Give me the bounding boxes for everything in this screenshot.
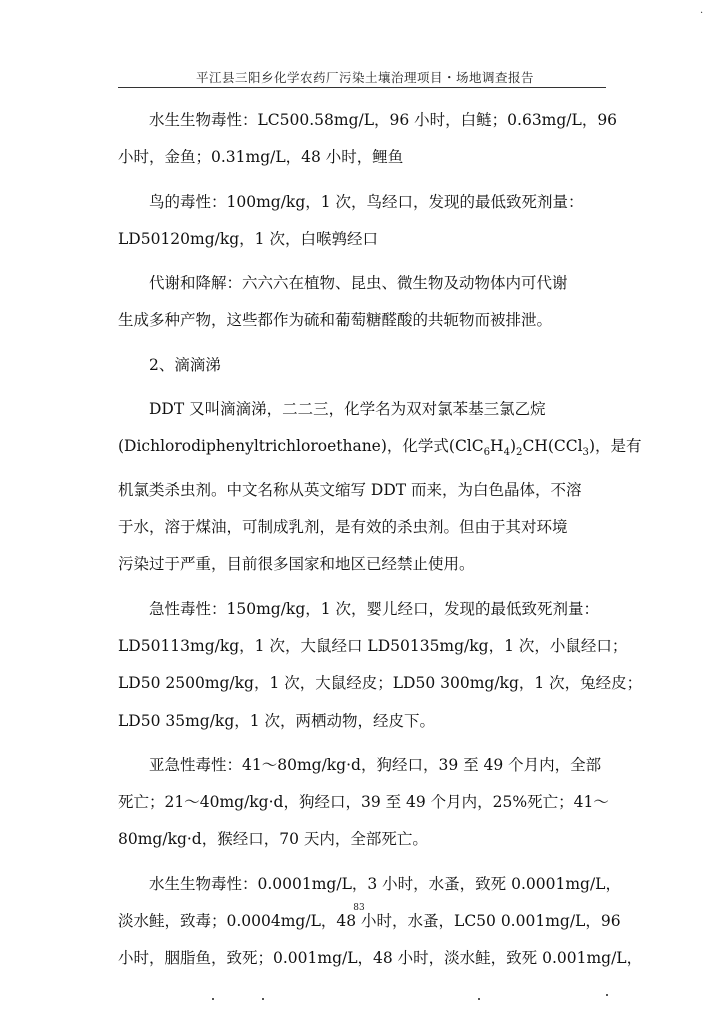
scan-speck — [262, 998, 264, 1000]
text-line: 机氯类杀虫剂。中文名称从英文缩写 DDT 而来，为白色晶体，不溶 — [118, 480, 582, 499]
section-heading-ddt — [118, 347, 604, 384]
formula-text: H — [490, 437, 504, 456]
header-rule — [118, 87, 606, 88]
text-line: LD50120mg/kg，1 次，白喉鹑经口 — [118, 229, 378, 248]
formula-text: ) — [509, 437, 517, 456]
text-line: 水生生物毒性：0.0001mg/L，3 小时，水蚤，致死 0.0001mg/L， — [149, 874, 621, 893]
formula-subscript: 3 — [582, 447, 589, 459]
text-line: 淡水鲑，致毒；0.0004mg/L，48 小时，水蚤，LC50 0.001mg/L，96 — [118, 912, 621, 931]
text-line: LD50 35mg/kg，1 次，两栖动物，经皮下。 — [118, 711, 436, 730]
formula-subscript: 6 — [483, 447, 491, 459]
page-header: 平江县三阳乡化学农药厂污染土壤治理项目・场地调查报告 — [195, 70, 534, 85]
text-line: 2、滴滴涕 — [149, 355, 221, 374]
scan-speck — [478, 998, 480, 1000]
text-line: 于水，溶于煤油，可制成乳剂，是有效的杀虫剂。但由于其对环境 — [118, 518, 568, 537]
text-line: 污染过于严重，目前很多国家和地区已经禁止使用。 — [118, 555, 475, 574]
paragraph-aquatic-toxicity-hch — [118, 102, 618, 177]
paragraph-metabolism — [118, 265, 604, 340]
paragraph-bird-toxicity — [118, 184, 604, 259]
text-line: 水生生物毒性：LC500.58mg/L，96 小时，白鲢；0.63mg/L，96 — [149, 111, 618, 129]
text-line: 鸟的毒性：100mg/kg，1 次，鸟经口，发现的最低致死剂量： — [149, 192, 584, 211]
text-line: 小时，金鱼；0.31mg/L，48 小时，鲤鱼 — [118, 148, 404, 167]
chemical-formula-line — [118, 428, 642, 471]
corner-mark: · — [700, 8, 704, 19]
text-line: 80mg/kg·d，猴经口，70 天内，全部死亡。 — [118, 830, 428, 849]
text-line: LD50 2500mg/kg，1 次，大鼠经皮；LD50 300mg/kg，1 次，兔经皮； — [118, 674, 643, 693]
formula-subscript: 4 — [503, 447, 510, 459]
text-line: 亚急性毒性：41～80mg/kg·d，狗经口，39 至 49 个月内，全部 — [149, 755, 602, 774]
text-line: 代谢和降解：六六六在植物、昆虫、微生物及动物体内可代谢 — [149, 274, 568, 293]
text-line: 死亡；21～40mg/kg·d，狗经口，39 至 49 个月内，25%死亡；41～ — [118, 793, 609, 812]
formula-text: CH(CCl — [522, 437, 583, 456]
formula-text: )，是有 — [588, 437, 642, 456]
page-number: 83 — [353, 903, 365, 913]
text-line: DDT 又叫滴滴涕，二二三，化学名为双对氯苯基三氯乙烷 — [149, 400, 546, 419]
paragraph-ddt-intro — [118, 391, 642, 584]
text-line: 小时，胭脂鱼，致死；0.001mg/L，48 小时，淡水鲑，致死 0.001mg/L， — [118, 949, 643, 968]
paragraph-subacute-toxicity — [118, 747, 609, 859]
scan-speck — [606, 994, 608, 996]
paragraph-aquatic-toxicity-ddt — [118, 866, 643, 978]
paragraph-acute-toxicity — [118, 591, 643, 740]
text-line: 急性毒性：150mg/kg，1 次，婴儿经口，发现的最低致死剂量： — [149, 599, 600, 618]
text-line: LD50113mg/kg，1 次，大鼠经口 LD50135mg/kg，1 次，小鼠经口； — [118, 636, 628, 655]
formula-text: (Dichlorodiphenyltrichloroethane)，化学式(ClC — [118, 437, 484, 456]
body-text — [118, 96, 643, 978]
text-line: 生成多种产物，这些都作为硫和葡萄糖醛酸的共轭物而被排泄。 — [118, 311, 553, 330]
scan-speck — [212, 998, 214, 1000]
formula-subscript: 2 — [516, 447, 523, 459]
